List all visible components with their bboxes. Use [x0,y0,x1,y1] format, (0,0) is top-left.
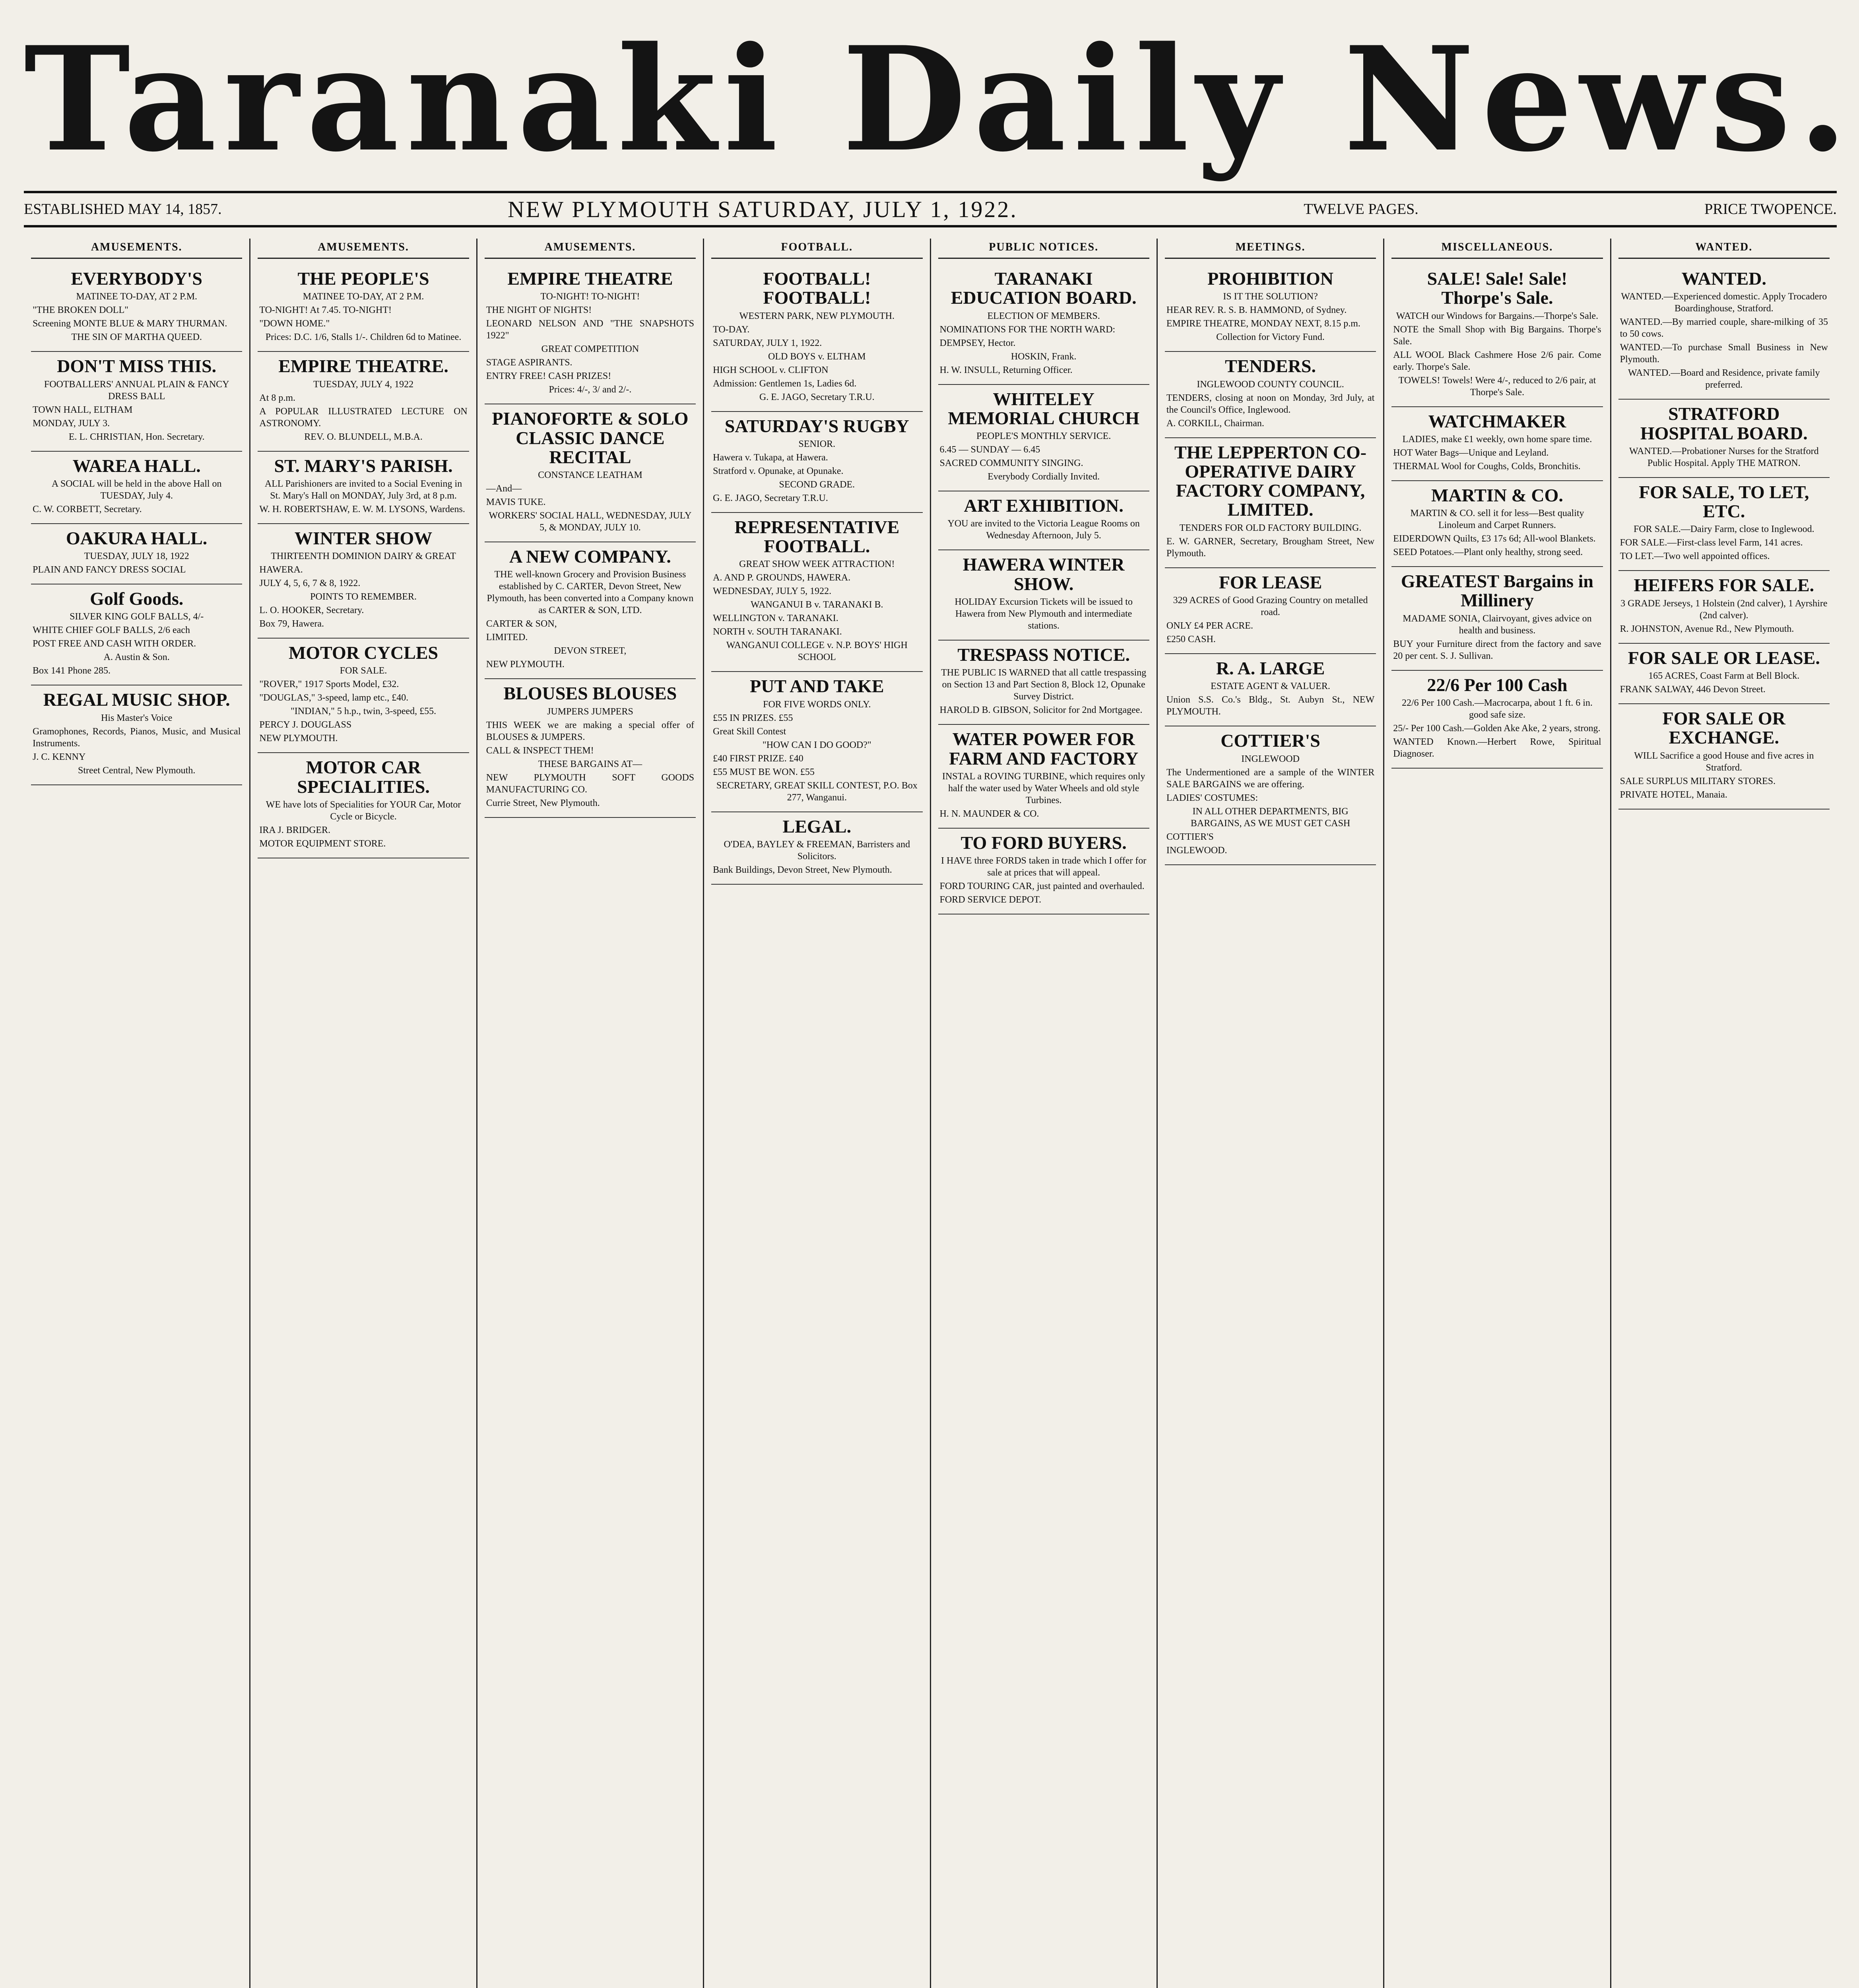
column-1 [24,239,250,1988]
advertisement [938,550,1149,641]
advertisement-line: "INDIAN," 5 h.p., twin, 3-speed, £55. [290,706,437,717]
advertisement-line: MARTIN & CO. sell it for less—Best quality Linoleum and Carpet Runners. [1410,508,1584,531]
advertisement-line: TO-DAY. [713,324,750,335]
advertisement-line: INGLEWOOD COUNTY COUNCIL. [1197,379,1344,390]
advertisement-line: "ROVER," 1917 Sports Model, £32. [259,679,399,690]
column-heading: AMUSEMENTS. [258,239,469,259]
advertisement-line: TOWELS! Towels! Were 4/-, reduced to 2/6 pair, at Thorpe's Sale. [1398,375,1596,398]
advertisement-line: A POPULAR ILLUSTRATED LECTURE ON ASTRONOMY. [259,406,468,429]
advertisement-line: HOSKIN, Frank. [1011,351,1077,362]
advertisement-line: £40 FIRST PRIZE. £40 [713,753,803,764]
column-heading: WANTED. [1618,239,1830,259]
column-heading: MISCELLANEOUS. [1391,239,1603,259]
advertisement-line: His Master's Voice [101,712,173,723]
advertisement [485,679,696,817]
advertisement-line: COTTIER'S [1166,831,1214,842]
advertisement-title: REGAL MUSIC SHOP. [43,689,230,710]
advertisement-line: 3 GRADE Jerseys, 1 Holstein (2nd calver), 1 Ayrshire (2nd calver). [1620,598,1828,621]
advertisement-title: REPRESENTATIVE FOOTBALL. [734,516,900,557]
column-2 [250,239,477,1988]
advertisement-title: WHITELEY MEMORIAL CHURCH [948,388,1140,428]
advertisement-line: L. O. HOOKER, Secretary. [259,605,364,616]
advertisement-line: Admission: Gentlemen 1s, Ladies 6d. [713,378,857,389]
advertisement-title: FOR LEASE [1219,572,1322,592]
advertisement-line: TUESDAY, JULY 18, 1922 [84,551,189,562]
advertisement-title: ART EXHIBITION. [964,495,1124,516]
advertisement-title: COTTIER'S [1221,730,1320,751]
advertisement [1165,568,1376,654]
advertisement-line: G. E. JAGO, Secretary T.R.U. [713,493,828,503]
advertisement [711,812,922,885]
advertisement [258,452,469,524]
advertisement-line: ELECTION OF MEMBERS. [987,311,1100,321]
dateline-bar [24,191,1837,227]
advertisement-line: R. JOHNSTON, Avenue Rd., New Plymouth. [1620,623,1794,634]
advertisement-line: 329 ACRES of Good Grazing Country on metalled road. [1173,595,1368,618]
advertisement-title: TENDERS. [1225,356,1316,377]
advertisement-line: H. W. INSULL, Returning Officer. [939,365,1073,375]
advertisement [31,584,242,685]
advertisement-line: C. W. CORBETT, Secretary. [33,504,142,514]
advertisement-line: SILVER KING GOLF BALLS, 4/- [70,612,204,622]
advertisement-line: ENTRY FREE! CASH PRIZES! [486,371,611,382]
advertisement-title: HAWERA WINTER SHOW. [962,554,1125,594]
advertisement-line: SEED Potatoes.—Plant only healthy, strong seed. [1393,547,1583,558]
advertisement [1165,438,1376,568]
advertisement-line: MAVIS TUKE. [486,497,546,508]
advertisement-line: Screening MONTE BLUE & MARY THURMAN. [33,318,227,329]
advertisement-line: £250 CASH. [1166,634,1216,645]
advertisement-line: THERMAL Wool for Coughs, Colds, Bronchitis. [1393,461,1581,472]
advertisement-line: FOR SALE.—First-class level Farm, 141 acres. [1620,538,1803,548]
advertisement-line: INGLEWOOD [1241,753,1300,764]
advertisement-line: G. E. JAGO, Secretary T.R.U. [759,392,875,402]
advertisement-title: TO FORD BUYERS. [961,832,1127,853]
advertisement-title: FOR SALE OR EXCHANGE. [1662,708,1785,748]
advertisement-line: Everybody Cordially Invited. [988,472,1100,482]
advertisement-line: E. W. GARNER, Secretary, Brougham Street, New Plymouth. [1166,536,1375,559]
advertisement-line: THIRTEENTH DOMINION DAIRY & GREAT [271,551,456,562]
advertisement [31,264,242,352]
advertisement-line: Bank Buildings, Devon Street, New Plymouth. [713,865,892,876]
advertisement-line: IS IT THE SOLUTION? [1223,291,1318,302]
advertisement [938,491,1149,550]
advertisement-line: NEW PLYMOUTH. [486,659,565,670]
advertisement-line: The Undermentioned are a sample of the WINTER SALE BARGAINS we are offering. [1166,767,1375,790]
advertisement-line: WORKERS' SOCIAL HALL, WEDNESDAY, JULY 5, & MONDAY, JULY 10. [489,511,692,533]
advertisement-title: THE LEPPERTON CO-OPERATIVE DAIRY FACTORY COMPANY, LIMITED. [1174,442,1367,520]
advertisement [1165,264,1376,352]
advertisement-line: WANGANUI COLLEGE v. N.P. BOYS' HIGH SCHOOL [726,640,908,663]
advertisement-line: At 8 p.m. [259,392,296,403]
advertisement-line: DEVON STREET, [554,646,627,656]
advertisement-line: REV. O. BLUNDELL, M.B.A. [304,431,423,442]
advertisement-line: WANTED Known.—Herbert Rowe, Spiritual Diagnoser. [1393,737,1601,759]
advertisement-line: EIDERDOWN Quilts, £3 17s 6d; All-wool Blankets. [1393,534,1596,544]
advertisement-line: HAROLD B. GIBSON, Solicitor for 2nd Mortgagee. [939,705,1143,716]
advertisement-line: Gramophones, Records, Pianos, Music, and Musical Instruments. [33,726,241,749]
advertisement-line: E. L. CHRISTIAN, Hon. Secretary. [68,431,205,442]
advertisement-line: A. CORKILL, Chairman. [1166,418,1264,429]
advertisement-line: PLAIN AND FANCY DRESS SOCIAL [33,565,186,575]
advertisement-title: STRATFORD HOSPITAL BOARD. [1640,404,1808,443]
advertisement [711,513,922,672]
advertisement-line: GREAT COMPETITION [541,344,639,355]
advertisement-title: EMPIRE THEATRE. [278,356,448,377]
advertisement-line: ESTATE AGENT & VALUER. [1211,681,1330,692]
advertisement-line: £55 IN PRIZES. £55 [713,712,793,723]
advertisement [711,264,922,412]
column-8 [1611,239,1837,1988]
advertisement [1165,654,1376,726]
column-6 [1158,239,1384,1988]
advertisement [1618,264,1830,400]
advertisement-line: LEONARD NELSON AND "THE SNAPSHOTS 1922" [486,318,695,341]
advertisement-title: PIANOFORTE & SOLO CLASSIC DANCE RECITAL [492,408,689,467]
advertisement [258,352,469,451]
advertisement-line: O'DEA, BAYLEY & FREEMAN, Barristers and Solicitors. [724,839,910,862]
advertisement-line: TO LET.—Two well appointed offices. [1620,551,1770,562]
advertisement [1618,400,1830,478]
masthead [24,15,1855,183]
advertisement-line: MATINEE TO-DAY, AT 2 P.M. [76,291,198,302]
advertisement-line: TO-NIGHT! TO-NIGHT! [540,291,640,302]
column-5 [931,239,1158,1988]
pages-text: TWELVE PAGES. [1304,201,1419,217]
advertisement-line: JUMPERS JUMPERS [547,706,633,717]
advertisement-title: GREATEST Bargains in Millinery [1401,571,1593,611]
advertisement-title: PROHIBITION [1207,268,1334,289]
advertisement-line: LADIES, make £1 weekly, own home spare time. [1402,434,1592,445]
advertisement [485,404,696,542]
advertisement-title: WATER POWER FOR FARM AND FACTORY [949,729,1139,769]
advertisement-line: WANTED.—To purchase Small Business in New Plymouth. [1620,342,1828,365]
advertisement-line: THE SIN OF MARTHA QUEED. [71,332,202,343]
advertisement [938,385,1149,492]
advertisement-line: FOR SALE.—Dairy Farm, close to Inglewood. [1634,524,1814,535]
advertisement-line: A SOCIAL will be held in the above Hall on TUESDAY, July 4. [51,478,222,501]
advertisement-line: NEW PLYMOUTH SOFT GOODS MANUFACTURING CO. [486,772,695,795]
advertisement-line: POINTS TO REMEMBER. [310,592,417,602]
advertisement-title: WANTED. [1681,268,1767,289]
advertisement-line: STAGE ASPIRANTS. [486,357,572,368]
advertisement-line: FORD TOURING CAR, just painted and overhauled. [939,881,1145,892]
advertisement [938,641,1149,725]
advertisement-line: A. AND P. GROUNDS, HAWERA. [713,573,851,583]
column-heading: AMUSEMENTS. [31,239,242,259]
advertisement [1618,644,1830,704]
advertisement-line: HOLIDAY Excursion Tickets will be issued to Hawera from New Plymouth and intermediate stations. [955,597,1133,631]
advertisement-line: "THE BROKEN DOLL" [33,305,128,316]
advertisement-line: "DOUGLAS," 3-speed, lamp etc., £40. [259,693,409,703]
advertisement-line: ALL Parishioners are invited to a Social Evening in St. Mary's Hall on MONDAY, July 3rd, at 8 p.m. [264,478,462,501]
advertisement-line: BUY your Furniture direct from the factory and save 20 per cent. S. J. Sullivan. [1393,639,1601,661]
advertisement [938,725,1149,829]
advertisement-line: WATCH our Windows for Bargains.—Thorpe's Sale. [1396,311,1599,321]
advertisement-line: MATINEE TO-DAY, AT 2 P.M. [303,291,424,302]
advertisement-line: POST FREE AND CASH WITH ORDER. [33,639,196,649]
advertisement [258,753,469,858]
advertisement-line: MONDAY, JULY 3. [33,418,110,429]
advertisement-line: LADIES' COSTUMES: [1166,792,1258,803]
advertisement [31,452,242,524]
advertisement-line: INGLEWOOD. [1166,845,1227,856]
advertisement-title: WATCHMAKER [1428,411,1566,431]
advertisement-line: IN ALL OTHER DEPARTMENTS, BIG BARGAINS, AS WE MUST GET CASH [1190,806,1351,829]
advertisement [258,524,469,639]
advertisement-line: TENDERS FOR OLD FACTORY BUILDING. [1179,522,1362,533]
advertisement-line: WANTED.—Probationer Nurses for the Stratford Public Hospital. Apply THE MATRON. [1629,446,1819,468]
advertisement-line: LIMITED. [486,632,528,643]
advertisement-line: Collection for Victory Fund. [1216,332,1325,343]
advertisement-line: SATURDAY, JULY 1, 1922. [713,338,822,348]
columns-container [24,239,1837,1988]
advertisement [31,524,242,584]
advertisement-line: PRIVATE HOTEL, Manaia. [1620,789,1727,800]
advertisement-line: 165 ACRES, Coast Farm at Bell Block. [1648,671,1800,681]
advertisement-line: 6.45 — SUNDAY — 6.45 [939,445,1040,455]
advertisement [1618,478,1830,571]
advertisement-title: 22/6 Per 100 Cash [1427,674,1568,695]
advertisement-line: GREAT SHOW WEEK ATTRACTION! [739,559,895,570]
advertisement-line: Street Central, New Plymouth. [78,765,196,776]
advertisement-line: TUESDAY, JULY 4, 1922 [313,379,414,390]
advertisement-title: BLOUSES BLOUSES [503,683,677,704]
advertisement-title: FOOTBALL! FOOTBALL! [763,268,871,308]
advertisement-line: WHITE CHIEF GOLF BALLS, 2/6 each [33,625,190,636]
price-text: PRICE TWOPENCE. [1704,201,1837,217]
advertisement [1391,567,1603,671]
advertisement [1391,671,1603,769]
advertisement-line: SECRETARY, GREAT SKILL CONTEST, P.O. Box 277, Wanganui. [716,780,918,803]
advertisement-title: Golf Goods. [90,588,184,609]
advertisement [258,264,469,352]
advertisement-line: WE have lots of Specialities for YOUR Car, Motor Cycle or Bicycle. [266,800,461,822]
advertisement-line: PERCY J. DOUGLASS [259,720,352,730]
advertisement-line: TOWN HALL, ELTHAM [33,404,133,415]
advertisement-line: —And— [486,483,522,494]
advertisement-line: NOMINATIONS FOR THE NORTH WARD: [939,324,1116,335]
advertisement-line: EMPIRE THEATRE, MONDAY NEXT, 8.15 p.m. [1166,318,1360,329]
advertisement-title: OAKURA HALL. [66,528,208,548]
advertisement-line: 22/6 Per 100 Cash.—Macrocarpa, about 1 ft. 6 in. good safe size. [1401,698,1593,720]
advertisement-title: SATURDAY'S RUGBY [724,415,909,436]
advertisement-line: TENDERS, closing at noon on Monday, 3rd July, at the Council's Office, Inglewood. [1166,392,1375,415]
column-heading: PUBLIC NOTICES. [938,239,1149,259]
advertisement-line: Stratford v. Opunake, at Opunake. [713,466,844,476]
advertisement-title: MOTOR CYCLES [288,643,439,663]
advertisement-title: EVERYBODY'S [71,268,203,289]
advertisement-line: Hawera v. Tukapa, at Hawera. [713,452,828,463]
advertisement-title: HEIFERS FOR SALE. [1634,575,1814,596]
advertisement-line: SACRED COMMUNITY SINGING. [939,458,1083,469]
advertisement-line: WANTED.—Experienced domestic. Apply Trocadero Boardinghouse, Stratford. [1621,291,1827,314]
advertisement-line: WANTED.—Board and Residence, private family preferred. [1628,368,1820,390]
advertisement-line: NOTE the Small Shop with Big Bargains. Thorpe's Sale. [1393,324,1601,347]
advertisement-line: NORTH v. SOUTH TARANAKI. [713,627,842,637]
advertisement-line: CALL & INSPECT THEM! [486,745,594,756]
advertisement-title: MARTIN & CO. [1431,485,1563,505]
advertisement-line: JULY 4, 5, 6, 7 & 8, 1922. [259,578,361,589]
column-4 [704,239,931,1988]
advertisement-title: EMPIRE THEATRE [507,268,673,289]
dateline-text: NEW PLYMOUTH SATURDAY, JULY 1, 1922. [508,196,1018,222]
advertisement-title: FOR SALE OR LEASE. [1628,647,1820,668]
advertisement [938,829,1149,914]
advertisement-line: WILL Sacrifice a good House and five acres in Stratford. [1634,750,1814,773]
advertisement-line: WEDNESDAY, JULY 5, 1922. [713,586,832,597]
advertisement-line: £55 MUST BE WON. £55 [713,767,815,777]
advertisement-line: Box 141 Phone 285. [33,666,111,676]
advertisement-line: HOT Water Bags—Unique and Leyland. [1393,447,1549,458]
advertisement-title: THE PEOPLE'S [297,268,429,289]
column-3 [477,239,704,1988]
advertisement-line: ONLY £4 PER ACRE. [1166,621,1253,631]
advertisement-line: THE NIGHT OF NIGHTS! [486,305,592,316]
advertisement [1391,481,1603,567]
advertisement-line: CONSTANCE LEATHAM [538,470,642,481]
advertisement-line: Prices: 4/-, 3/ and 2/-. [549,384,632,395]
advertisement-line: FORD SERVICE DEPOT. [939,895,1042,905]
advertisement-line: SALE SURPLUS MILITARY STORES. [1620,776,1776,786]
advertisement-line: FOR SALE. [340,666,387,676]
advertisement [1618,704,1830,810]
advertisement-line: TO-NIGHT! At 7.45. TO-NIGHT! [259,305,392,316]
advertisement [31,352,242,451]
advertisement-line: HIGH SCHOOL v. CLIFTON [713,365,829,375]
column-7 [1384,239,1611,1988]
advertisement [258,639,469,753]
advertisement-line: HEAR REV. R. S. B. HAMMOND, of Sydney. [1166,305,1347,316]
advertisement-title: ST. MARY'S PARISH. [274,455,453,476]
advertisement-line: 25/- Per 100 Cash.—Golden Ake Ake, 2 years, strong. [1393,723,1601,734]
advertisement [485,542,696,679]
advertisement-line: SECOND GRADE. [779,479,855,490]
advertisement-line: SENIOR. [798,439,836,449]
advertisement-line: "DOWN HOME." [259,318,330,329]
advertisement-line: J. C. KENNY [33,751,86,762]
column-heading: FOOTBALL. [711,239,922,259]
advertisement-line: OLD BOYS v. ELTHAM [768,351,866,362]
advertisement-line: INSTAL a ROVING TURBINE, which requires only half the water used by Water Wheels and old style Turbines. [942,771,1145,806]
advertisement [711,412,922,513]
advertisement-line: H. N. MAUNDER & CO. [939,808,1039,819]
advertisement-line: Box 79, Hawera. [259,619,324,629]
advertisement-line: FOOTBALLERS' ANNUAL PLAIN & FANCY DRESS BALL [44,379,229,402]
advertisement-line: MOTOR EQUIPMENT STORE. [259,839,386,849]
advertisement-title: WINTER SHOW [294,528,433,548]
advertisement [1391,407,1603,481]
advertisement-line: PEOPLE'S MONTHLY SERVICE. [976,431,1111,442]
advertisement-line: MADAME SONIA, Clairvoyant, gives advice on health and business. [1403,613,1592,636]
advertisement-line: Union S.S. Co.'s Bldg., St. Aubyn St., NEW PLYMOUTH. [1166,695,1375,717]
advertisement-title: DON'T MISS THIS. [57,356,217,377]
advertisement-line: FRANK SALWAY, 446 Devon Street. [1620,684,1766,695]
advertisement-line: WESTERN PARK, NEW PLYMOUTH. [739,311,895,321]
advertisement-line: WANGANUI B v. TARANAKI B. [751,600,883,610]
advertisement [711,672,922,812]
advertisement-line: ALL WOOL Black Cashmere Hose 2/6 pair. Come early. Thorpe's Sale. [1393,349,1601,372]
advertisement-title: WAREA HALL. [72,455,201,476]
advertisement-title: TRESPASS NOTICE. [957,645,1130,665]
advertisement-title: SALE! Sale! Sale! Thorpe's Sale. [1427,268,1568,308]
advertisement [1618,571,1830,643]
advertisement [1165,726,1376,865]
advertisement-line: "HOW CAN I DO GOOD?" [762,740,871,750]
advertisement-line: IRA J. BRIDGER. [259,825,331,836]
advertisement-title: R. A. LARGE [1216,658,1325,679]
advertisement-line: CARTER & SON, [486,619,557,629]
advertisement-line: WELLINGTON v. TARANAKI. [713,613,838,624]
advertisement-line: NEW PLYMOUTH. [259,733,338,744]
advertisement-line: THIS WEEK we are making a special offer of BLOUSES & JUMPERS. [486,720,695,742]
advertisement [485,264,696,404]
advertisement-title: TARANAKI EDUCATION BOARD. [951,268,1137,308]
advertisement-line: WANTED.—By married couple, share-milking of 35 to 50 cows. [1620,317,1828,340]
advertisement-line: THE well-known Grocery and Provision Business established by C. CARTER, Devon Street, New Plymouth, has been converted into a Company known as CARTER & SON, LTD. [487,569,694,616]
advertisement-title: LEGAL. [782,816,852,837]
advertisement-line: W. H. ROBERTSHAW, E. W. M. LYSONS, Wardens. [259,504,465,514]
advertisement-title: A NEW COMPANY. [509,546,671,567]
newspaper-title: Taranaki Daily News. [24,15,1855,183]
advertisement-line: Currie Street, New Plymouth. [486,798,600,808]
established-text: ESTABLISHED MAY 14, 1857. [24,201,222,217]
advertisement [1391,264,1603,407]
advertisement-line: A. Austin & Son. [103,652,170,663]
advertisement-title: MOTOR CAR SPECIALITIES. [297,757,430,797]
advertisement-line: DEMPSEY, Hector. [939,338,1016,348]
advertisement-title: PUT AND TAKE [750,676,884,697]
advertisement [31,685,242,785]
advertisement [938,264,1149,385]
advertisement-line: FOR FIVE WORDS ONLY. [763,699,871,710]
column-heading: AMUSEMENTS. [485,239,696,259]
advertisement-line: HAWERA. [259,565,303,575]
advertisement-line: Prices: D.C. 1/6, Stalls 1/-. Children 6d to Matinee. [265,332,462,343]
advertisement-line: I HAVE three FORDS taken in trade which I offer for sale at prices that will appeal. [941,856,1147,878]
advertisement-title: FOR SALE, TO LET, ETC. [1639,481,1809,522]
advertisement-line: Great Skill Contest [713,726,786,737]
column-heading: MEETINGS. [1165,239,1376,259]
advertisement [1165,352,1376,438]
advertisement-line: THE PUBLIC IS WARNED that all cattle trespassing on Section 13 and Part Section 8, Block 12, Opunake Survey District. [941,668,1147,702]
advertisement-line: THESE BARGAINS AT— [538,759,642,769]
advertisement-line: YOU are invited to the Victoria League Rooms on Wednesday Afternoon, July 5. [947,518,1140,541]
